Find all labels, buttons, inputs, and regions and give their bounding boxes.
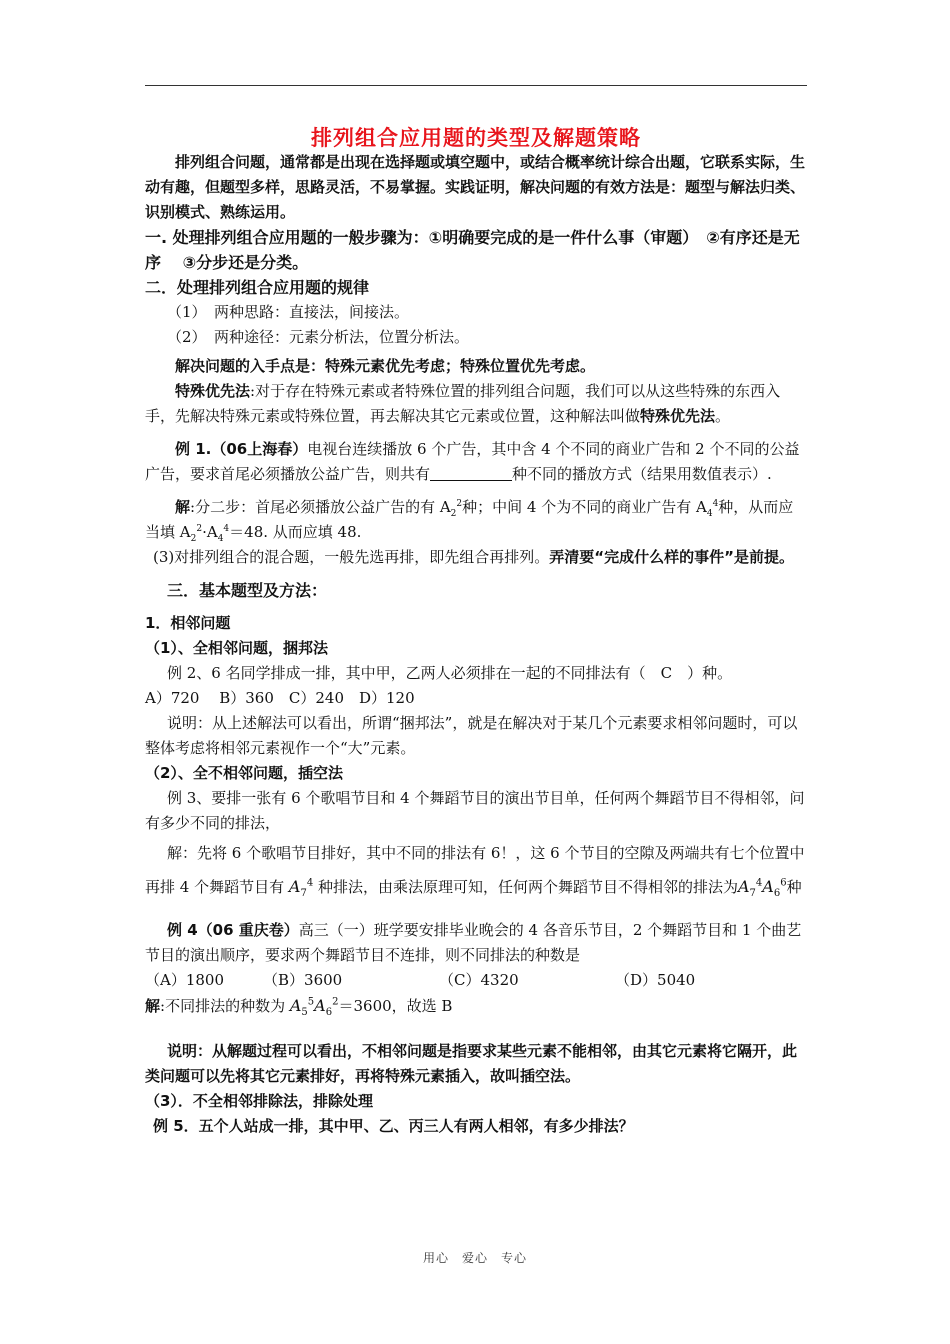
document-title: 排列组合应用题的类型及解题策略 (311, 126, 641, 150)
answer-blank (430, 466, 512, 481)
intro-paragraph: 排列组合问题，通常都是出现在选择题或填空题中，或结合概率统计综合出题，它联系实际，生动有趣，但题型多样，思路灵活，不易掌握。实践证明，解决问题的有效方法是：题型与解法归类、识别模式、熟练运用。 (145, 153, 806, 221)
entry-point: 解决问题的入手点是：特殊元素优先考虑；特殊位置优先考虑。 (175, 357, 596, 375)
solution-1: 解:分二步：首尾必须播放公益广告的有 $A_2^2$种；中间 4 个为不同的商业广告有 $A_4^4$种，从而应当填 $A_2^2\cdot A_4^4=48$. 从而应填 48. (145, 498, 794, 544)
section-1-heading: 一. 处理排列组合应用题的一般步骤为：①明确要完成的是一件什么事（审题） ②有序还是无序 ③分步还是分类。 (145, 228, 800, 272)
page-footer: 用心 爱心 专心 (422, 1251, 527, 1265)
rule-item-2: （2） 两种途径：元素分析法，位置分析法。 (167, 328, 470, 346)
document-body (145, 150, 807, 1139)
special-method-paragraph: 特殊优先法:对于存在特殊元素或者特殊位置的排列组合问题，我们可以从这些特殊的东西入手，先解决特殊元素或特殊位置，再去解决其它元素或位置，这种解法叫做特殊优先法。 (145, 382, 781, 425)
solution-3: 解：先将 6 个歌唱节目排好，其中不同的排法有 6！，这 6 个节目的空隙及两端共有七个位置中再排 4 个舞蹈节目有 $A_7^4$ 种排法，由乘法原理可知，任何两个舞蹈节目不得相邻的排法为$A_7^4A_6^6$种 (145, 844, 805, 900)
example-3: 例 3、要排一张有 6 个歌唱节目和 4 个舞蹈节目的演出节目单，任何两个舞蹈节目不得相邻，问有多少不同的排法， (145, 789, 805, 832)
subsection-all-adjacent: （1）、全相邻问题，捆邦法 (145, 639, 328, 657)
note-2: 说明：从上述解法可以看出，所谓“捆邦法”，就是在解决对于某几个元素要求相邻问题时，可以整体考虑将相邻元素视作一个“大”元素。 (145, 714, 798, 757)
example-2-options: A）720 B）360 C）240 D）120 (145, 689, 415, 707)
section-2-heading: 二．处理排列组合应用题的规律 (145, 278, 370, 297)
subsection-non-adjacent: （2）、全不相邻问题，插空法 (145, 764, 343, 782)
section-3-heading: 三．基本题型及方法： (167, 581, 328, 600)
subsection-adjacent: 1．相邻问题 (145, 614, 231, 632)
rule-item-3: (3)对排列组合的混合题，一般先选再排，即先组合再排列。弄清要“完成什么样的事件”是前提。 (153, 548, 794, 566)
example-5: 例 5．五个人站成一排，其中甲、乙、丙三人有两人相邻，有多少排法？ (153, 1117, 634, 1135)
formula-a74-a66: $A_7^4A_6^6$ (737, 877, 787, 900)
subsection-partial-adjacent: （3）．不全相邻排除法，排除处理 (145, 1092, 373, 1110)
formula-a74: $A_7^4$ (288, 877, 314, 900)
header-rule (145, 85, 807, 86)
example-4: 例 4（06 重庆卷）高三（一）班学要安排毕业晚会的 4 各音乐节目，2 个舞蹈节目和 1 个曲艺节目的演出顺序，要求两个舞蹈节目不连排，则不同排法的种数是 (145, 921, 802, 964)
example-4-options: （A）1800 （B）3600 （C）4320 （D）5040 (145, 971, 696, 989)
rule-item-1: （1） 两种思路：直接法，间接法。 (167, 303, 410, 321)
note-4: 说明：从解题过程可以看出，不相邻问题是指要求某些元素不能相邻，由其它元素将它隔开，此类问题可以先将其它元素排好，再将特殊元素插入，故叫插空法。 (145, 1042, 798, 1085)
example-1-label: 例 1.（06上海春） (175, 440, 308, 458)
special-method-label: 特殊优先法 (175, 382, 251, 400)
example-1: 例 1.（06上海春）电视台连续播放 6 个广告，其中含 4 个不同的商业广告和 2 个不同的公益广告，要求首尾必须播放公益广告，则共有 种不同的播放方式（结果用数值表示）. (145, 440, 800, 483)
example-2: 例 2、6 名同学排成一排，其中甲，乙两人必须排在一起的不同排法有（ C ）种。 (167, 664, 733, 682)
solution-4: 解:不同排法的种数为 $A_5^5A_6^2=3600$，故选 B (145, 996, 453, 1019)
formula-a55-a62: $A_5^5A_6^2$ (289, 996, 339, 1019)
